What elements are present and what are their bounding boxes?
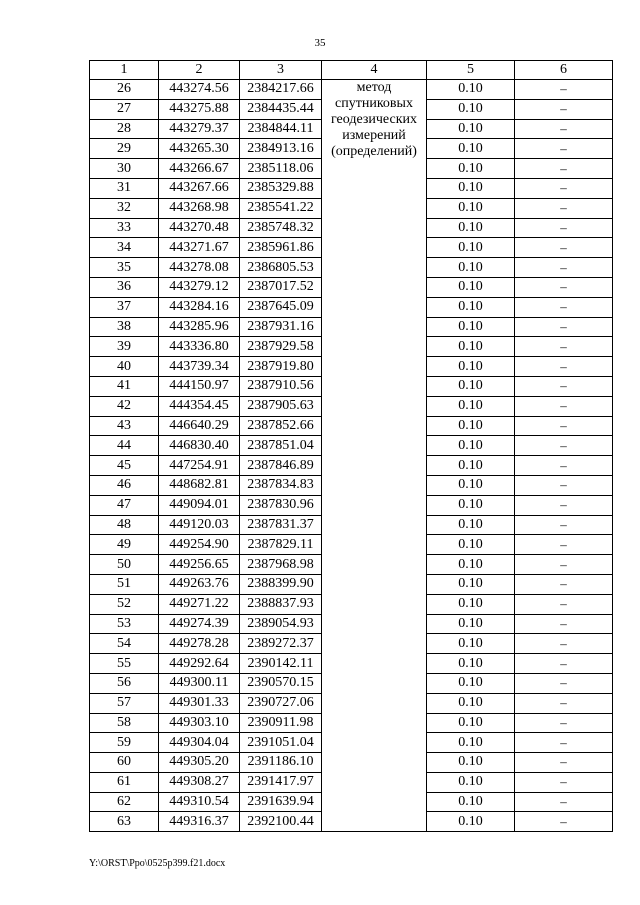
- coordinate-y-cell: 2387846.89: [240, 456, 322, 476]
- point-number-cell: 56: [90, 673, 159, 693]
- accuracy-cell: 0.10: [427, 416, 515, 436]
- accuracy-cell: 0.10: [427, 555, 515, 575]
- point-number-cell: 38: [90, 317, 159, 337]
- coordinate-y-cell: 2391186.10: [240, 753, 322, 773]
- coordinate-x-cell: 449256.65: [159, 555, 240, 575]
- accuracy-cell: 0.10: [427, 812, 515, 832]
- header-col-4: 4: [322, 61, 427, 80]
- coordinate-x-cell: 443284.16: [159, 297, 240, 317]
- description-cell: –: [515, 634, 613, 654]
- description-cell: –: [515, 436, 613, 456]
- coordinate-y-cell: 2384913.16: [240, 139, 322, 159]
- coordinate-y-cell: 2384217.66: [240, 80, 322, 100]
- table-header-row: [90, 61, 613, 80]
- description-cell: –: [515, 693, 613, 713]
- header-col-2: 2: [159, 61, 240, 80]
- coordinate-x-cell: 443275.88: [159, 99, 240, 119]
- coordinate-y-cell: 2387968.98: [240, 555, 322, 575]
- coordinate-x-cell: 446640.29: [159, 416, 240, 436]
- accuracy-cell: 0.10: [427, 258, 515, 278]
- point-number-cell: 34: [90, 238, 159, 258]
- point-number-cell: 55: [90, 654, 159, 674]
- coordinate-y-cell: 2385748.32: [240, 218, 322, 238]
- coordinate-x-cell: 444150.97: [159, 376, 240, 396]
- page-number: 35: [314, 37, 326, 49]
- description-cell: –: [515, 99, 613, 119]
- accuracy-cell: 0.10: [427, 396, 515, 416]
- coordinate-y-cell: 2385329.88: [240, 178, 322, 198]
- accuracy-cell: 0.10: [427, 594, 515, 614]
- description-cell: –: [515, 574, 613, 594]
- coordinate-y-cell: 2390911.98: [240, 713, 322, 733]
- method-line: геодезических: [330, 112, 417, 127]
- accuracy-cell: 0.10: [427, 772, 515, 792]
- description-cell: –: [515, 357, 613, 377]
- accuracy-cell: 0.10: [427, 792, 515, 812]
- point-number-cell: 35: [90, 258, 159, 278]
- coordinate-x-cell: 449271.22: [159, 594, 240, 614]
- accuracy-cell: 0.10: [427, 456, 515, 476]
- coordinate-y-cell: 2390142.11: [240, 654, 322, 674]
- description-cell: –: [515, 495, 613, 515]
- description-cell: –: [515, 277, 613, 297]
- coordinate-y-cell: 2387017.52: [240, 277, 322, 297]
- accuracy-cell: 0.10: [427, 475, 515, 495]
- point-number-cell: 54: [90, 634, 159, 654]
- description-cell: –: [515, 258, 613, 278]
- point-number-cell: 47: [90, 495, 159, 515]
- accuracy-cell: 0.10: [427, 673, 515, 693]
- coordinate-x-cell: 443739.34: [159, 357, 240, 377]
- description-cell: –: [515, 654, 613, 674]
- description-cell: –: [515, 673, 613, 693]
- coordinate-x-cell: 449274.39: [159, 614, 240, 634]
- coordinate-x-cell: 443278.08: [159, 258, 240, 278]
- coordinate-x-cell: 449292.64: [159, 654, 240, 674]
- method-line: измерений: [342, 128, 406, 143]
- coordinate-y-cell: 2384435.44: [240, 99, 322, 119]
- description-cell: –: [515, 515, 613, 535]
- point-number-cell: 44: [90, 436, 159, 456]
- description-cell: –: [515, 119, 613, 139]
- point-number-cell: 41: [90, 376, 159, 396]
- point-number-cell: 50: [90, 555, 159, 575]
- coordinate-x-cell: 449305.20: [159, 753, 240, 773]
- coordinate-x-cell: 443274.56: [159, 80, 240, 100]
- table-row: [90, 80, 613, 100]
- header-col-6: 6: [515, 61, 613, 80]
- description-cell: –: [515, 535, 613, 555]
- coordinate-y-cell: 2392100.44: [240, 812, 322, 832]
- accuracy-cell: 0.10: [427, 614, 515, 634]
- description-cell: –: [515, 614, 613, 634]
- coordinate-x-cell: 449263.76: [159, 574, 240, 594]
- description-cell: –: [515, 317, 613, 337]
- point-number-cell: 43: [90, 416, 159, 436]
- accuracy-cell: 0.10: [427, 654, 515, 674]
- description-cell: –: [515, 812, 613, 832]
- coordinate-y-cell: 2391051.04: [240, 733, 322, 753]
- table-body: [90, 80, 613, 832]
- coordinate-y-cell: 2385541.22: [240, 198, 322, 218]
- coordinate-y-cell: 2387830.96: [240, 495, 322, 515]
- coordinate-x-cell: 443279.37: [159, 119, 240, 139]
- accuracy-cell: 0.10: [427, 99, 515, 119]
- description-cell: –: [515, 555, 613, 575]
- description-cell: –: [515, 218, 613, 238]
- description-cell: –: [515, 238, 613, 258]
- footer-file-path: Y:\ORST\Ppo\0525p399.f21.docx: [89, 858, 226, 869]
- accuracy-cell: 0.10: [427, 337, 515, 357]
- method-line: метод: [356, 80, 392, 95]
- description-cell: –: [515, 772, 613, 792]
- point-number-cell: 31: [90, 178, 159, 198]
- point-number-cell: 52: [90, 594, 159, 614]
- accuracy-cell: 0.10: [427, 80, 515, 100]
- coordinate-y-cell: 2389054.93: [240, 614, 322, 634]
- coordinate-y-cell: 2387931.16: [240, 317, 322, 337]
- accuracy-cell: 0.10: [427, 297, 515, 317]
- coordinates-table: [89, 60, 613, 832]
- point-number-cell: 40: [90, 357, 159, 377]
- coordinate-x-cell: 449303.10: [159, 713, 240, 733]
- point-number-cell: 60: [90, 753, 159, 773]
- point-number-cell: 49: [90, 535, 159, 555]
- description-cell: –: [515, 792, 613, 812]
- description-cell: –: [515, 178, 613, 198]
- coordinate-x-cell: 449120.03: [159, 515, 240, 535]
- description-cell: –: [515, 376, 613, 396]
- coordinate-y-cell: 2388837.93: [240, 594, 322, 614]
- coordinate-y-cell: 2388399.90: [240, 574, 322, 594]
- accuracy-cell: 0.10: [427, 277, 515, 297]
- point-number-cell: 53: [90, 614, 159, 634]
- point-number-cell: 36: [90, 277, 159, 297]
- description-cell: –: [515, 159, 613, 179]
- accuracy-cell: 0.10: [427, 238, 515, 258]
- point-number-cell: 33: [90, 218, 159, 238]
- accuracy-cell: 0.10: [427, 495, 515, 515]
- point-number-cell: 42: [90, 396, 159, 416]
- coordinate-x-cell: 448682.81: [159, 475, 240, 495]
- accuracy-cell: 0.10: [427, 317, 515, 337]
- coordinate-y-cell: 2387910.56: [240, 376, 322, 396]
- description-cell: –: [515, 416, 613, 436]
- header-col-1: 1: [90, 61, 159, 80]
- header-col-5: 5: [427, 61, 515, 80]
- coordinate-y-cell: 2387834.83: [240, 475, 322, 495]
- method-cell: [322, 80, 427, 832]
- accuracy-cell: 0.10: [427, 119, 515, 139]
- point-number-cell: 32: [90, 198, 159, 218]
- point-number-cell: 27: [90, 99, 159, 119]
- coordinate-x-cell: 446830.40: [159, 436, 240, 456]
- coordinate-y-cell: 2385961.86: [240, 238, 322, 258]
- coordinate-y-cell: 2387919.80: [240, 357, 322, 377]
- point-number-cell: 28: [90, 119, 159, 139]
- method-line: спутниковых: [335, 96, 413, 111]
- coordinate-x-cell: 443270.48: [159, 218, 240, 238]
- coordinate-x-cell: 443268.98: [159, 198, 240, 218]
- coordinate-x-cell: 449308.27: [159, 772, 240, 792]
- point-number-cell: 46: [90, 475, 159, 495]
- accuracy-cell: 0.10: [427, 535, 515, 555]
- coordinate-x-cell: 449310.54: [159, 792, 240, 812]
- accuracy-cell: 0.10: [427, 693, 515, 713]
- description-cell: –: [515, 456, 613, 476]
- coordinate-x-cell: 449300.11: [159, 673, 240, 693]
- coordinate-x-cell: 443285.96: [159, 317, 240, 337]
- accuracy-cell: 0.10: [427, 218, 515, 238]
- point-number-cell: 61: [90, 772, 159, 792]
- point-number-cell: 26: [90, 80, 159, 100]
- coordinate-y-cell: 2387905.63: [240, 396, 322, 416]
- coordinate-x-cell: 449301.33: [159, 693, 240, 713]
- point-number-cell: 30: [90, 159, 159, 179]
- accuracy-cell: 0.10: [427, 198, 515, 218]
- description-cell: –: [515, 198, 613, 218]
- coordinate-y-cell: 2391417.97: [240, 772, 322, 792]
- coordinate-y-cell: 2385118.06: [240, 159, 322, 179]
- point-number-cell: 51: [90, 574, 159, 594]
- coordinate-y-cell: 2387645.09: [240, 297, 322, 317]
- coordinate-x-cell: 443271.67: [159, 238, 240, 258]
- coordinate-x-cell: 443266.67: [159, 159, 240, 179]
- point-number-cell: 58: [90, 713, 159, 733]
- description-cell: –: [515, 733, 613, 753]
- point-number-cell: 63: [90, 812, 159, 832]
- coordinate-x-cell: 449304.04: [159, 733, 240, 753]
- coordinate-y-cell: 2390727.06: [240, 693, 322, 713]
- accuracy-cell: 0.10: [427, 139, 515, 159]
- coordinate-x-cell: 449316.37: [159, 812, 240, 832]
- accuracy-cell: 0.10: [427, 178, 515, 198]
- accuracy-cell: 0.10: [427, 574, 515, 594]
- description-cell: –: [515, 396, 613, 416]
- point-number-cell: 57: [90, 693, 159, 713]
- coordinate-x-cell: 449094.01: [159, 495, 240, 515]
- coordinate-y-cell: 2389272.37: [240, 634, 322, 654]
- description-cell: –: [515, 80, 613, 100]
- coordinate-y-cell: 2387831.37: [240, 515, 322, 535]
- coordinate-y-cell: 2384844.11: [240, 119, 322, 139]
- method-line: (определений): [331, 144, 417, 159]
- coordinate-y-cell: 2390570.15: [240, 673, 322, 693]
- coordinate-x-cell: 443336.80: [159, 337, 240, 357]
- description-cell: –: [515, 297, 613, 317]
- point-number-cell: 39: [90, 337, 159, 357]
- accuracy-cell: 0.10: [427, 753, 515, 773]
- accuracy-cell: 0.10: [427, 515, 515, 535]
- coordinate-y-cell: 2387829.11: [240, 535, 322, 555]
- accuracy-cell: 0.10: [427, 634, 515, 654]
- coordinate-x-cell: 443279.12: [159, 277, 240, 297]
- coordinate-x-cell: 447254.91: [159, 456, 240, 476]
- coordinate-y-cell: 2387851.04: [240, 436, 322, 456]
- description-cell: –: [515, 594, 613, 614]
- point-number-cell: 59: [90, 733, 159, 753]
- accuracy-cell: 0.10: [427, 357, 515, 377]
- point-number-cell: 37: [90, 297, 159, 317]
- coordinate-y-cell: 2387929.58: [240, 337, 322, 357]
- coordinate-x-cell: 449254.90: [159, 535, 240, 555]
- coordinate-y-cell: 2386805.53: [240, 258, 322, 278]
- description-cell: –: [515, 713, 613, 733]
- point-number-cell: 29: [90, 139, 159, 159]
- accuracy-cell: 0.10: [427, 436, 515, 456]
- header-col-3: 3: [240, 61, 322, 80]
- description-cell: –: [515, 337, 613, 357]
- accuracy-cell: 0.10: [427, 159, 515, 179]
- accuracy-cell: 0.10: [427, 733, 515, 753]
- accuracy-cell: 0.10: [427, 713, 515, 733]
- point-number-cell: 45: [90, 456, 159, 476]
- point-number-cell: 48: [90, 515, 159, 535]
- coordinate-x-cell: 443265.30: [159, 139, 240, 159]
- coordinate-x-cell: 443267.66: [159, 178, 240, 198]
- description-cell: –: [515, 753, 613, 773]
- coordinate-x-cell: 449278.28: [159, 634, 240, 654]
- description-cell: –: [515, 139, 613, 159]
- point-number-cell: 62: [90, 792, 159, 812]
- coordinate-y-cell: 2387852.66: [240, 416, 322, 436]
- accuracy-cell: 0.10: [427, 376, 515, 396]
- description-cell: –: [515, 475, 613, 495]
- coordinate-x-cell: 444354.45: [159, 396, 240, 416]
- coordinate-y-cell: 2391639.94: [240, 792, 322, 812]
